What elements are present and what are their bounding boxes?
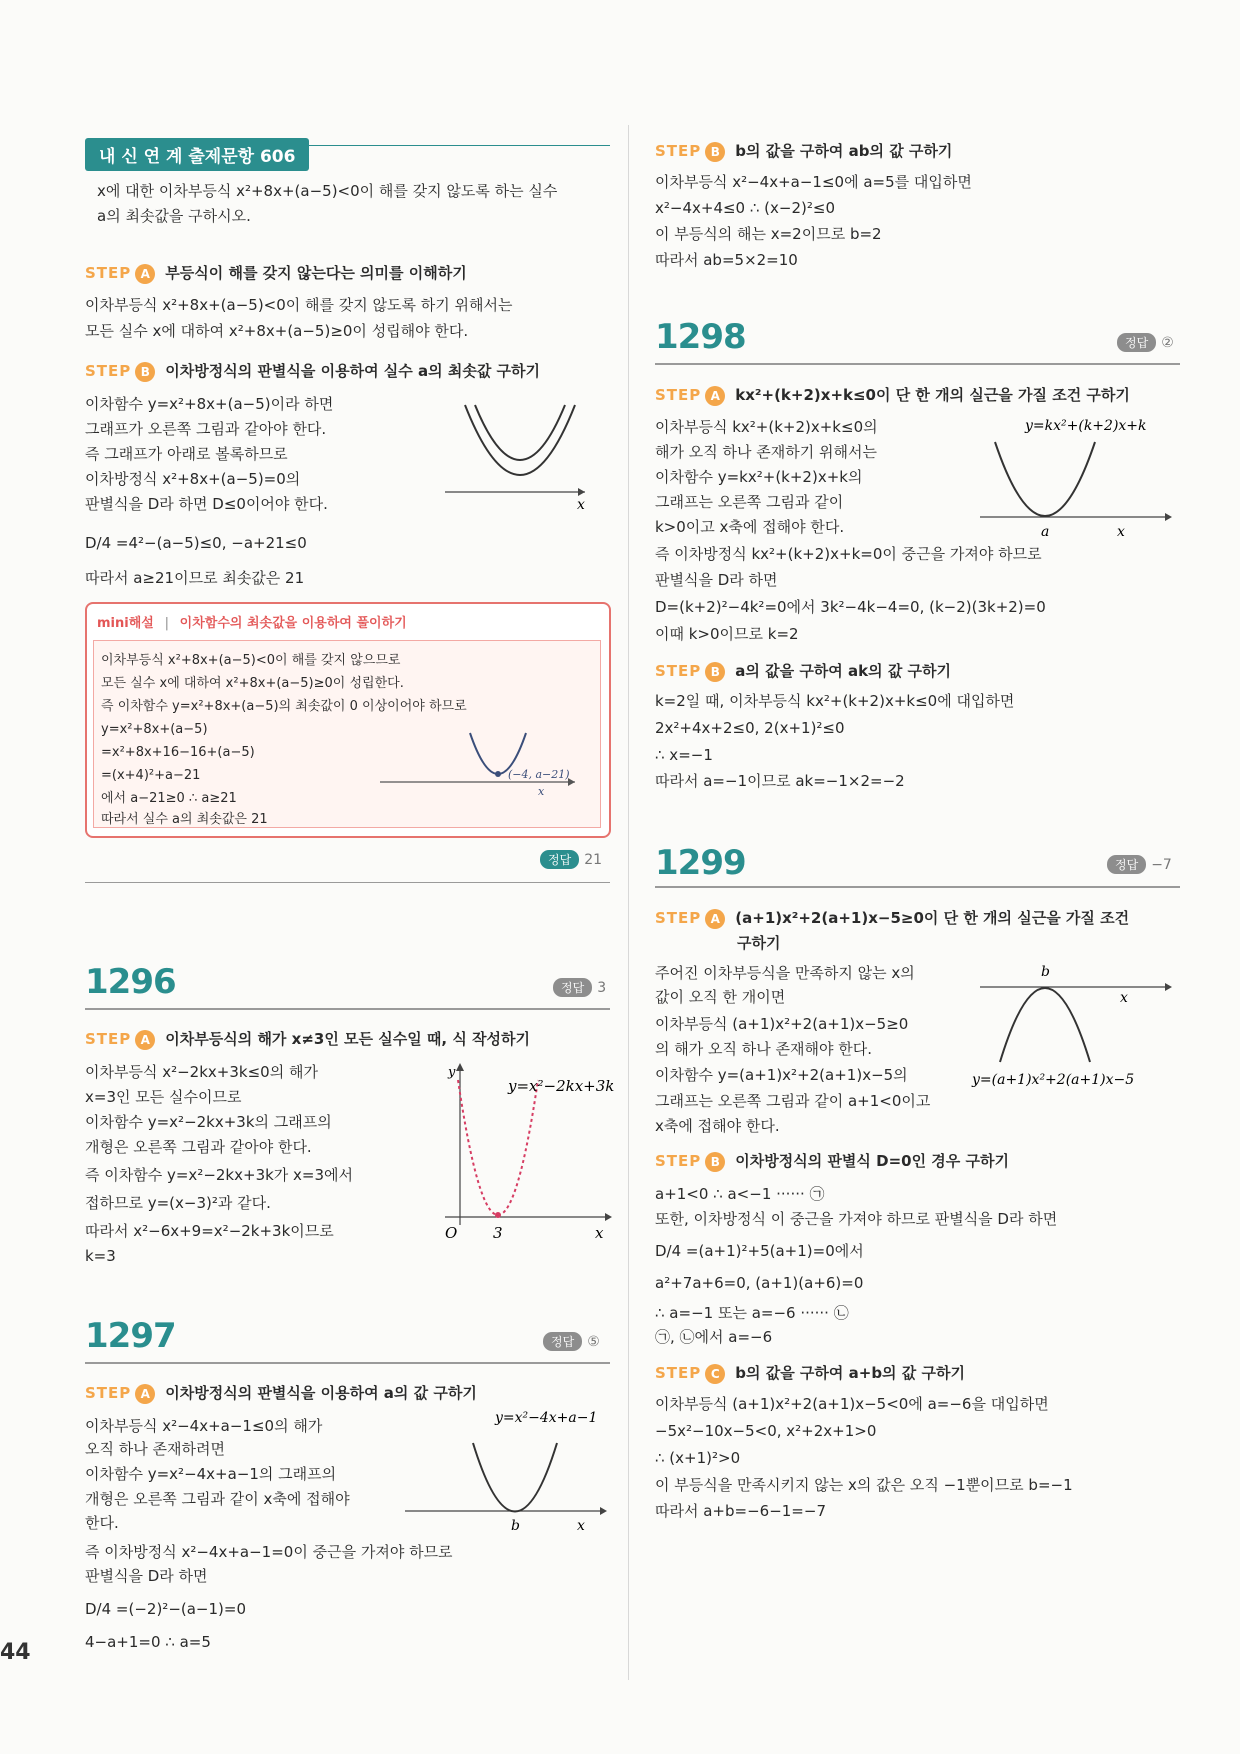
step-letter: A [705,909,725,929]
answer-1299 [1107,855,1172,874]
step-b-line-7: 따라서 a≥21이므로 최솟값은 21 [85,569,305,587]
step-letter: A [135,1384,155,1404]
step-b-heading-1298 [655,660,951,682]
p1298-line-5: k>0이고 x축에 접해야 한다. [655,518,845,536]
p1298b-line-1: k=2일 때, 이차부등식 kx²+(k+2)x+k≤0에 대입하면 [655,692,1015,710]
problem-line-2: a의 최솟값을 구하시오. [97,207,251,225]
answer-label: 정답 [553,978,592,997]
p1297-line-6: 즉 이차방정식 x²−4x+a−1=0이 중근을 가져야 하므로 [85,1543,453,1561]
axis-x-label: x [595,1224,604,1242]
problem-rule [655,363,1180,365]
step-a-line-2: 모든 실수 x에 대하여 x²+8x+(a−5)≥0이 성립해야 한다. [85,322,469,340]
step-tag: STEP [85,264,132,282]
step-title: b의 값을 구하여 ab의 값 구하기 [735,142,953,160]
p1298-line-1: 이차부등식 kx²+(k+2)x+k≤0의 [655,418,878,436]
axis-x-label: x [577,497,585,513]
mini-line-6: =(x+4)²+a−21 [101,768,201,783]
problem-rule [85,1362,610,1364]
problem-rule [655,886,1180,888]
axis-x-label: x [577,1518,585,1534]
step-letter: B [705,662,725,682]
step-letter: A [135,264,155,284]
step-tag: STEP [85,362,132,380]
step-a-heading-1299-cont: 구하기 [737,934,781,952]
p1297-line-2: 오직 하나 존재하려면 [85,1440,225,1458]
p1297-line-7: 판별식을 D라 하면 [85,1567,208,1585]
vertex-label: (−4, a−21) [508,768,570,781]
step-title: a의 값을 구하여 ak의 값 구하기 [735,662,952,680]
step-b-line-5: 판별식을 D라 하면 D≤0이어야 한다. [85,495,328,513]
p1299-line-1: 주어진 이차부등식을 만족하지 않는 x의 [655,964,915,982]
p1296-line-7: 따라서 x²−6x+9=x²−2k+3k이므로 [85,1222,334,1240]
step-title: 이차방정식의 판별식을 이용하여 a의 값 구하기 [165,1384,477,1402]
p1299b-line-1: a+1<0 ∴ a<−1 ······ ㉠ [655,1185,825,1203]
answer-label: 정답 [540,850,579,869]
p1298-line-7: 판별식을 D라 하면 [655,571,778,589]
parabola-graph-1295 [445,395,595,515]
section-rule [85,882,610,883]
mini-graph [370,725,590,800]
p1299c-line-3: ∴ (x+1)²>0 [655,1449,741,1467]
p1298-line-2: 해가 오직 하나 존재하기 위해서는 [655,443,877,461]
p1297-line-3: 이차함수 y=x²−4x+a−1의 그래프의 [85,1465,337,1483]
answer-1297 [543,1332,600,1351]
p1299c-line-5: 따라서 a+b=−6−1=−7 [655,1502,826,1520]
step-tag: STEP [85,1030,132,1048]
page-number: 44 [0,1640,31,1665]
answer-1298 [1117,333,1174,352]
problem-line-1: x에 대한 이차부등식 x²+8x+(a−5)<0이 해를 갖지 않도록 하는 실수 [97,182,558,200]
column-divider [628,125,629,1680]
step-title: 이차방정식의 판별식을 이용하여 실수 a의 최솟값 구하기 [165,362,541,380]
tangent-point-label: 3 [493,1224,503,1242]
p1296-line-3: 이차함수 y=x²−2kx+3k의 그래프의 [85,1113,332,1131]
p1299b-line-4: a²+7a+6=0, (a+1)(a+6)=0 [655,1274,864,1292]
p1299c-line-4: 이 부등식을 만족시키지 않는 x의 값은 오직 −1뿐이므로 b=−1 [655,1476,1073,1494]
p1298b-line-2: 2x²+4x+2≤0, 2(x+1)²≤0 [655,719,845,737]
axis-y-label: y [448,1065,456,1080]
step-letter: B [705,1152,725,1172]
p1296-line-5: 즉 이차함수 y=x²−2kx+3k가 x=3에서 [85,1166,354,1184]
step-title: b의 값을 구하여 a+b의 값 구하기 [735,1364,965,1382]
step-letter: B [135,362,155,382]
answer-value: 21 [584,852,603,868]
problem-number-1298: 1298 [655,317,746,357]
answer-label: 정답 [1117,333,1156,352]
p1297b-line-1: 이차부등식 x²−4x+a−1≤0에 a=5를 대입하면 [655,173,972,191]
step-title: kx²+(k+2)x+k≤0이 단 한 개의 실근을 가질 조건 구하기 [735,386,1130,404]
mini-line-7: 에서 a−21≥0 ∴ a≥21 [101,791,237,806]
parabola-graph-1298 [965,410,1180,540]
p1299-line-3: 이차부등식 (a+1)x²+2(a+1)x−5≥0 [655,1015,909,1033]
step-letter: A [705,386,725,406]
p1299-line-7: x축에 접해야 한다. [655,1117,780,1135]
p1298b-line-4: 따라서 a=−1이므로 ak=−1×2=−2 [655,772,905,790]
step-b-line-1: 이차함수 y=x²+8x+(a−5)이라 하면 [85,395,334,413]
problem-number-1297: 1297 [85,1316,176,1356]
p1297-line-5: 한다. [85,1514,119,1532]
step-tag: STEP [655,909,702,927]
step-a-heading-1297 [85,1382,477,1404]
p1296-line-4: 개형은 오른쪽 그림과 같아야 한다. [85,1138,312,1156]
step-a-line-1: 이차부등식 x²+8x+(a−5)<0이 해를 갖지 않도록 하기 위해서는 [85,296,513,314]
curve-label: y=x²−2kx+3k [508,1077,615,1095]
step-tag: STEP [655,386,702,404]
p1299-line-2: 값이 오직 한 개이면 [655,988,786,1006]
step-tag: STEP [655,662,702,680]
axis-x-label: x [1120,990,1128,1006]
axis-x-label: x [538,785,545,798]
p1296-line-2: x=3인 모든 실수이므로 [85,1088,242,1106]
p1297b-line-3: 이 부등식의 해는 x=2이므로 b=2 [655,225,882,243]
p1298-line-8: D=(k+2)²−4k²=0에서 3k²−4k−4=0, (k−2)(3k+2)=0 [655,598,1046,616]
step-a-heading [85,262,467,284]
mini-line-2: 모든 실수 x에 대하여 x²+8x+(a−5)≥0이 성립한다. [101,676,404,691]
p1297-line-9: 4−a+1=0 ∴ a=5 [85,1633,211,1651]
p1298-line-3: 이차함수 y=kx²+(k+2)x+k의 [655,468,863,486]
step-title: (a+1)x²+2(a+1)x−5≥0이 단 한 개의 실근을 가질 조건 [735,909,1130,927]
p1296-line-1: 이차부등식 x²−2kx+3k≤0의 해가 [85,1063,318,1081]
p1298-line-9: 이때 k>0이므로 k=2 [655,625,799,643]
header-badge: 내 신 연 계 출제문항 606 [85,138,309,171]
p1299-line-5: 이차함수 y=(a+1)x²+2(a+1)x−5의 [655,1066,908,1084]
mini-heading: mini해설 | 이차함수의 최솟값을 이용하여 풀이하기 [97,616,407,631]
step-title: 이차부등식의 해가 x≠3인 모든 실수일 때, 식 작성하기 [165,1030,531,1048]
step-letter: A [135,1030,155,1050]
step-c-heading-1299 [655,1362,965,1384]
step-tag: STEP [85,1384,132,1402]
step-b-heading-1297 [655,140,952,162]
parabola-graph-1296 [440,1060,615,1245]
parabola-graph-1299 [970,962,1180,1092]
step-title: 부등식이 해를 갖지 않는다는 의미를 이해하기 [165,264,467,282]
step-b-heading [85,360,540,382]
answer-label: 정답 [1107,855,1146,874]
step-b-line-3: 즉 그래프가 아래로 볼록하므로 [85,445,288,463]
step-a-heading-1299 [655,907,1129,929]
p1297-line-8: D/4 =(−2)²−(a−1)=0 [85,1600,247,1618]
step-tag: STEP [655,142,702,160]
tangent-point-label: a [1041,524,1050,540]
p1298-line-4: 그래프는 오른쪽 그림과 같이 [655,493,844,511]
mini-title: 이차함수의 최솟값을 이용하여 풀이하기 [179,616,407,631]
step-b-line-2: 그래프가 오른쪽 그림과 같아야 한다. [85,420,327,438]
answer-value: 3 [597,980,607,996]
p1299-line-4: 의 해가 오직 하나 존재해야 한다. [655,1040,872,1058]
p1297b-line-2: x²−4x+4≤0 ∴ (x−2)²≤0 [655,199,835,217]
tangent-point-label: b [511,1518,520,1534]
p1299-line-6: 그래프는 오른쪽 그림과 같이 a+1<0이고 [655,1092,931,1110]
p1299b-line-2: 또한, 이차방정식 이 중근을 가져야 하므로 판별식을 D라 하면 [655,1210,1058,1228]
p1297-line-4: 개형은 오른쪽 그림과 같이 x축에 접해야 [85,1490,350,1508]
step-b-heading-1299 [655,1150,1009,1172]
mini-line-8: 따라서 실수 a의 최솟값은 21 [101,812,268,827]
problem-number-1299: 1299 [655,843,746,883]
p1299b-line-5: ∴ a=−1 또는 a=−6 ······ ㉡ [655,1304,849,1322]
origin-label: O [445,1224,458,1242]
answer-label: 정답 [543,1332,582,1351]
axis-x-label: x [1117,524,1125,540]
answer-value: ② [1161,335,1174,351]
p1296-line-8: k=3 [85,1247,116,1265]
p1298b-line-3: ∴ x=−1 [655,746,713,764]
curve-label: y=kx²+(k+2)x+k [1025,418,1147,434]
answer-value: −7 [1151,857,1172,873]
answer-value: ⑤ [587,1334,600,1350]
mini-line-5: =x²+8x+16−16+(a−5) [101,745,255,760]
problem-rule [85,1008,610,1010]
p1299c-line-1: 이차부등식 (a+1)x²+2(a+1)x−5<0에 a=−6을 대입하면 [655,1395,1049,1413]
p1298-line-6: 즉 이차방정식 kx²+(k+2)x+k=0이 중근을 가져야 하므로 [655,545,1042,563]
step-letter: B [705,142,725,162]
p1299b-line-3: D/4 =(a+1)²+5(a+1)=0에서 [655,1242,864,1260]
curve-label: y=(a+1)x²+2(a+1)x−5 [972,1072,1135,1088]
step-title: 이차방정식의 판별식 D=0인 경우 구하기 [735,1152,1009,1170]
step-letter: C [705,1364,725,1384]
parabola-graph-1297 [405,1408,610,1543]
p1296-line-6: 접하므로 y=(x−3)²과 같다. [85,1194,271,1212]
p1299c-line-2: −5x²−10x−5<0, x²+2x+1>0 [655,1422,877,1440]
step-b-line-4: 이차방정식 x²+8x+(a−5)=0의 [85,470,301,488]
p1299b-line-6: ㉠, ㉡에서 a=−6 [655,1328,773,1346]
mini-line-1: 이차부등식 x²+8x+(a−5)<0이 해를 갖지 않으므로 [101,653,401,668]
problem-number-1296: 1296 [85,962,176,1002]
step-b-line-6: D/4 =4²−(a−5)≤0, −a+21≤0 [85,534,307,552]
step-a-heading-1298 [655,384,1130,406]
answer-1295 [540,850,602,869]
mini-label: mini해설 [97,616,154,631]
step-tag: STEP [655,1152,702,1170]
p1297-line-1: 이차부등식 x²−4x+a−1≤0의 해가 [85,1417,323,1435]
mini-line-4: y=x²+8x+(a−5) [101,722,208,737]
mini-line-3: 즉 이차함수 y=x²+8x+(a−5)의 최솟값이 0 이상이어야 하므로 [101,699,467,714]
p1297b-line-4: 따라서 ab=5×2=10 [655,251,798,269]
step-a-heading-1296 [85,1028,530,1050]
curve-label: y=x²−4x+a−1 [495,1410,598,1426]
step-tag: STEP [655,1364,702,1382]
tangent-point-label: b [1041,964,1050,980]
answer-1296 [553,978,606,997]
